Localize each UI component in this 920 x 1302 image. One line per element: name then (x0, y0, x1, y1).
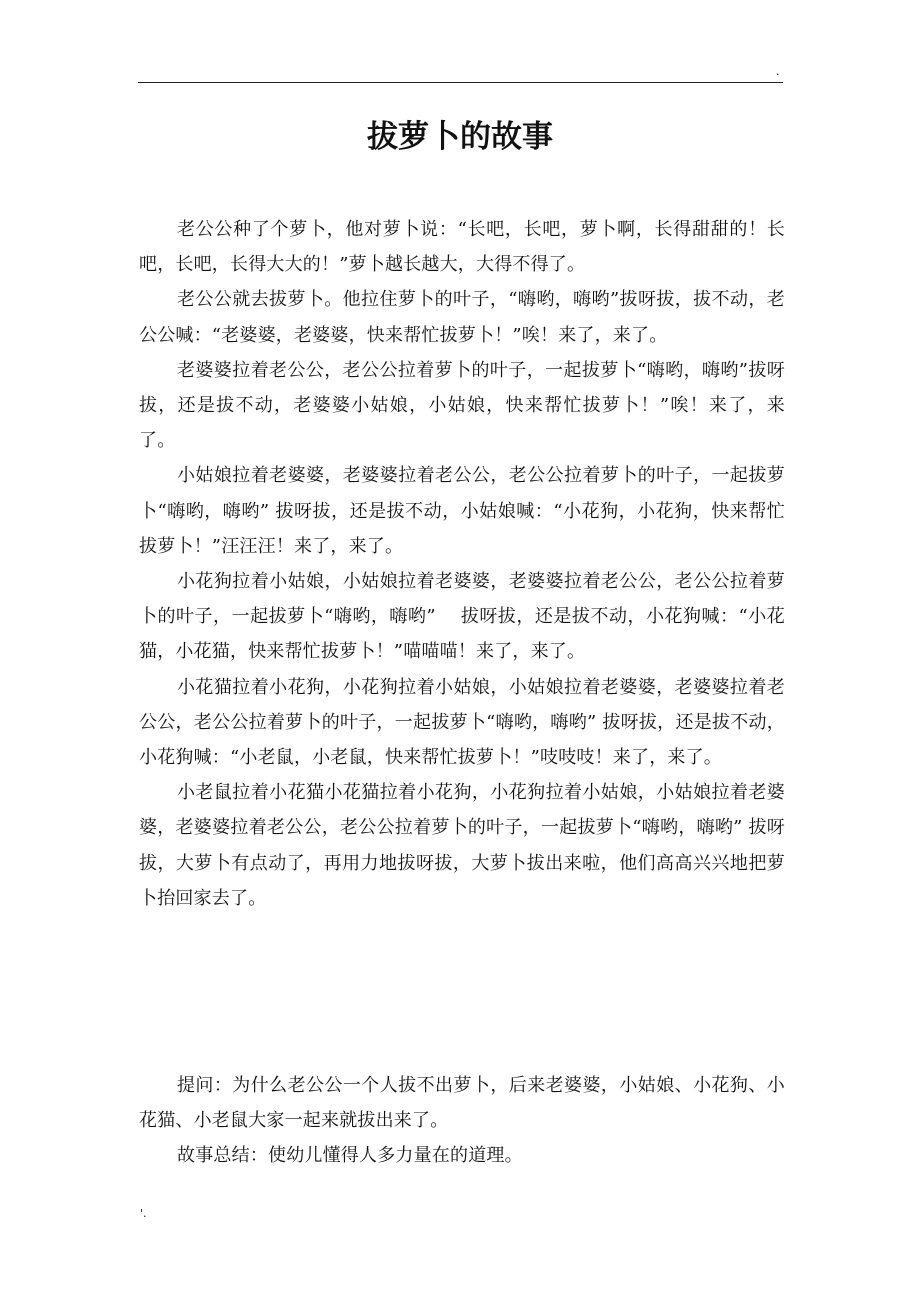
header-rule (138, 82, 783, 83)
story-paragraph: 老公公种了个萝卜，他对萝卜说：“长吧，长吧，萝卜啊，长得甜甜的！长吧，长吧，长得大大的！”萝卜越长越大，大得不得了。 (139, 219, 785, 276)
story-paragraph: 老婆婆拉着老公公，老公公拉着萝卜的叶子，一起拔萝卜“嗨哟，嗨哟”拔呀拔，还是拔不动，老婆婆小姑娘，小姑娘，快来帮忙拔萝卜！”唉！来了，来了。 (139, 359, 785, 452)
question-paragraph: 提问：为什么老公公一个人拔不出萝卜，后来老婆婆，小姑娘、小花狗、小花猫、小老鼠大家一起来就拔出来了。 (139, 1075, 785, 1132)
footer-mark: '. (140, 1207, 147, 1220)
document-title: 拔萝卜的故事 (367, 119, 553, 155)
summary-paragraph: 故事总结：使幼儿懂得人多力量在的道理。 (177, 1145, 523, 1167)
story-paragraph: 小老鼠拉着小花猫小花猫拉着小花狗，小花狗拉着小姑娘，小姑娘拉着老婆婆，老婆婆拉着老公公，老公公拉着萝卜的叶子，一起拔萝卜“嗨哟，嗨哟” 拔呀拔，大萝卜有点动了，再用力地拔呀拔，大萝卜拔出来啦，他们高高兴兴地把萝卜抬回家去了。 (139, 782, 785, 909)
story-paragraph: 小花猫拉着小花狗，小花狗拉着小姑娘，小姑娘拉着老婆婆，老婆婆拉着老公公，老公公拉着萝卜的叶子，一起拔萝卜“嗨哟，嗨哟” 拔呀拔，还是拔不动，小花狗喊：“小老鼠，小老鼠，快来帮忙拔萝卜！”吱吱吱！来了，来了。 (139, 676, 785, 769)
story-paragraph: 小花狗拉着小姑娘，小姑娘拉着老婆婆，老婆婆拉着老公公，老公公拉着萝卜的叶子，一起拔萝卜“嗨哟，嗨哟” 拔呀拔，还是拔不动，小花狗喊：“小花猫，小花猫，快来帮忙拔萝卜！”喵喵喵！来了，来了。 (139, 571, 785, 663)
story-paragraph: 小姑娘拉着老婆婆，老婆婆拉着老公公，老公公拉着萝卜的叶子，一起拔萝卜“嗨哟，嗨哟” 拔呀拔，还是拔不动，小姑娘喊：“小花狗，小花狗，快来帮忙拔萝卜！”汪汪汪！来了，来了。 (139, 465, 785, 557)
question-and-summary (139, 1068, 785, 1174)
story-body (139, 212, 785, 916)
header-mark: . (776, 65, 780, 78)
story-paragraph: 老公公就去拔萝卜。他拉住萝卜的叶子，“嗨哟，嗨哟”拔呀拔，拔不动，老公公喊：“老婆婆，老婆婆，快来帮忙拔萝卜！”唉！来了，来了。 (139, 289, 785, 346)
